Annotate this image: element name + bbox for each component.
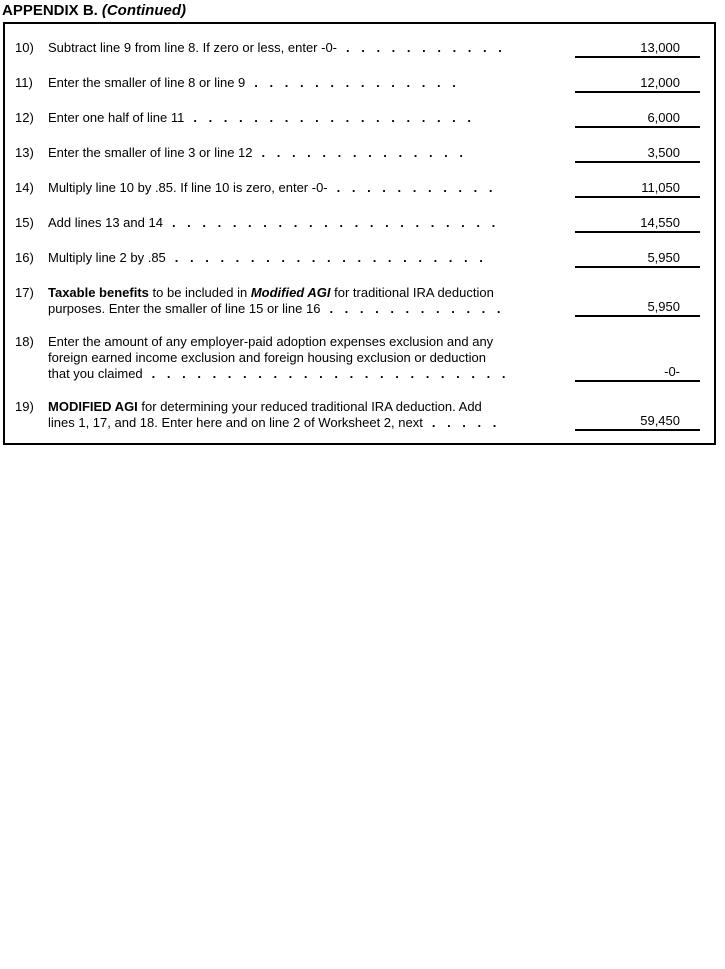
line-description [48,250,575,266]
description-text: Enter one half of line 11 [48,110,185,125]
line-amount: -0- [575,364,700,382]
worksheet-row-10 [15,40,700,58]
line-description [48,334,575,382]
description-line [48,366,575,382]
dot-leader: . . . . . . . . . . . . . . [254,75,456,90]
description-line [48,399,575,415]
worksheet-row-15 [15,215,700,233]
line-description [48,285,575,317]
description-line [48,180,575,196]
line-number: 13) [15,145,34,160]
description-line [48,285,575,301]
description-line [48,75,575,91]
dot-leader: . . . . . . . . . . . . . . . . . . . . . [174,250,483,265]
description-line [48,350,575,366]
line-amount: 13,000 [575,40,700,58]
page-title-continued: (Continued) [101,2,186,19]
dot-leader: . . . . . . . . . . . . . . . . . . . . . . [171,215,496,230]
line-description [48,40,575,56]
description-text: Add lines 13 and 14 [48,215,163,230]
dot-leader: . . . . . . . . . . . [336,180,493,195]
description-text: to be included in [148,285,251,300]
worksheet-row-16 [15,250,700,268]
description-text: Enter the amount of any employer-paid adoption expenses exclusion and any [48,334,494,349]
line-number: 10) [15,40,34,55]
worksheet-row-18 [15,334,700,382]
description-text: lines 1, 17, and 18. Enter here and on line 2 of Worksheet 2, next [48,415,423,430]
description-line [48,40,575,56]
description-line [48,215,575,231]
dot-leader: . . . . . . . . . . . . . . . . . . . [193,110,471,125]
line-amount: 6,000 [575,110,700,128]
dot-leader: . . . . . . . . . . . . [329,301,501,316]
worksheet-row-17 [15,285,700,317]
line-description [48,215,575,231]
line-number: 15) [15,215,34,230]
description-text: Enter the smaller of line 8 or line 9 [48,75,246,90]
description-text: Subtract line 9 from line 8. If zero or less, enter -0- [48,40,338,55]
description-line [48,415,575,431]
description-line [48,145,575,161]
description-text: for traditional IRA deduction [330,285,494,300]
description-line [48,110,575,126]
line-number: 16) [15,250,34,265]
description-text: that you claimed [48,366,143,381]
description-text: for determining your reduced traditional IRA deduction. Add [137,399,482,414]
line-number: 19) [15,399,34,414]
line-description [48,110,575,126]
line-amount: 11,050 [575,180,700,198]
dot-leader: . . . . . [431,415,497,430]
worksheet-row-13 [15,145,700,163]
dot-leader: . . . . . . . . . . . . . . . . . . . . . . . . [151,366,506,381]
description-text: purposes. Enter the smaller of line 15 or line 16 [48,301,321,316]
line-description [48,399,575,431]
line-description [48,180,575,196]
line-number: 18) [15,334,34,349]
line-description [48,145,575,161]
description-line [48,250,575,266]
line-description [48,75,575,91]
line-amount: 5,950 [575,250,700,268]
line-amount: 5,950 [575,299,700,317]
worksheet-row-19 [15,399,700,431]
worksheet-box [3,22,716,445]
description-text: foreign earned income exclusion and foreign housing exclusion or deduction [48,350,486,365]
worksheet-row-11 [15,75,700,93]
line-number: 14) [15,180,34,195]
description-text: Enter the smaller of line 3 or line 12 [48,145,253,160]
page-title [2,2,725,19]
description-text: Multiply line 2 by .85 [48,250,166,265]
dot-leader: . . . . . . . . . . . [346,40,502,55]
line-amount: 14,550 [575,215,700,233]
description-line [48,301,575,317]
worksheet-row-14 [15,180,700,198]
description-text-bold: Taxable benefits [48,285,149,300]
page-title-main: APPENDIX B. [2,2,98,19]
description-line [48,334,575,350]
line-number: 12) [15,110,34,125]
description-text-bold-italic: Modified AGI [250,285,331,300]
line-amount: 59,450 [575,413,700,431]
line-number: 17) [15,285,34,300]
dot-leader: . . . . . . . . . . . . . . [261,145,464,160]
description-text-bold: MODIFIED AGI [48,399,138,414]
worksheet-row-12 [15,110,700,128]
description-text: Multiply line 10 by .85. If line 10 is zero, enter -0- [48,180,328,195]
line-amount: 12,000 [575,75,700,93]
line-amount: 3,500 [575,145,700,163]
line-number: 11) [15,75,33,90]
